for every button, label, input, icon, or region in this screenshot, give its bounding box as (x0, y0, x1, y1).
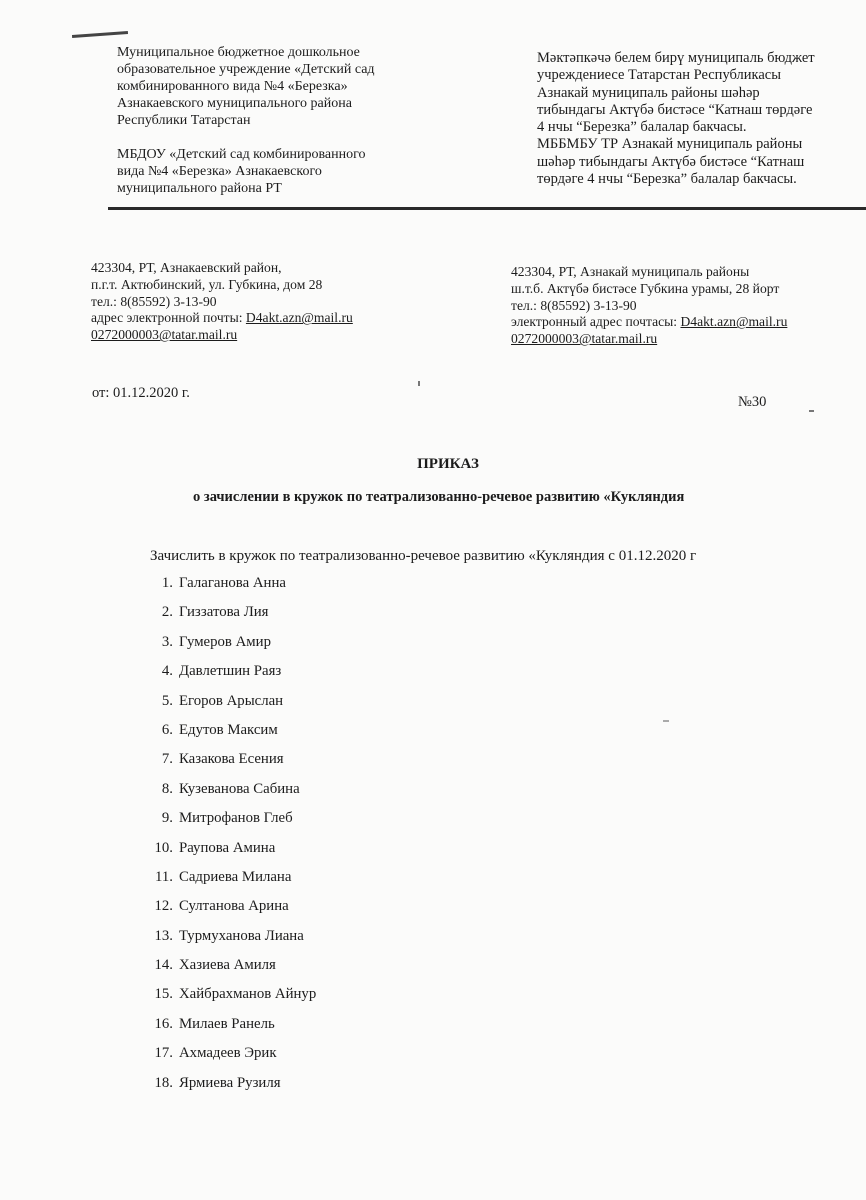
list-item-name: Хазиева Амиля (179, 957, 276, 974)
phone: тел.: 8(85592) 3-13-90 (511, 297, 637, 313)
list-item-number: 14. (154, 957, 173, 974)
header-right-line: шәһәр тибындагы Актүбә бистәсе “Катнаш (537, 153, 805, 170)
list-item (145, 749, 316, 778)
scan-speck (809, 410, 814, 412)
list-item-name: Кузеванова Сабина (179, 780, 300, 797)
phone: тел.: 8(85592) 3-13-90 (91, 293, 217, 309)
header-right-line: Мәктәпкәчә белем бирү муниципаль бюджет (537, 50, 815, 66)
order-intro: Зачислить в кружок по театрализованно-речевое развитию «Кукляндия с 01.12.2020 г (150, 548, 697, 564)
list-item (145, 896, 316, 925)
list-item-number: 13. (154, 927, 173, 944)
order-number: №30 (738, 394, 767, 410)
list-item-name: Казакова Есения (179, 751, 284, 768)
list-item-number: 17. (154, 1045, 173, 1062)
list-item-name: Милаев Ранель (179, 1015, 275, 1032)
email-link[interactable]: 0272000003@tatar.mail.ru (91, 327, 238, 343)
list-item (145, 661, 316, 690)
header-left-short-line: вида №4 «Березка» Азнакаевского (117, 164, 322, 179)
list-item (145, 867, 316, 896)
list-item-number: 10. (154, 839, 173, 856)
document-title: ПРИКАЗ (417, 456, 479, 472)
header-divider (108, 207, 866, 210)
header-left-line: Муниципальное бюджетное дошкольное (117, 45, 360, 60)
header-left-line: образовательное учреждение «Детский сад (117, 62, 375, 77)
list-item (145, 955, 316, 984)
header-right-line: Азнакай муниципаль районы шәһәр (537, 84, 760, 101)
list-item (145, 926, 316, 955)
list-item (145, 691, 316, 720)
list-item-name: Митрофанов Глеб (179, 810, 293, 827)
list-item-number: 16. (154, 1015, 173, 1032)
header-left-line: Азнакаевского муниципального района (117, 96, 352, 111)
list-item (145, 1043, 316, 1072)
list-item-number: 1. (161, 575, 173, 591)
address-line: п.г.т. Актюбинский, ул. Губкина, дом 28 (91, 276, 323, 292)
header-left-line: комбинированного вида №4 «Березка» (117, 79, 348, 94)
list-item-name: Давлетшин Раяз (179, 663, 282, 680)
list-item-number: 18. (154, 1074, 173, 1091)
list-item-number: 6. (161, 721, 173, 738)
list-item (145, 573, 316, 602)
email-row (511, 331, 866, 348)
header-left-short-line: МБДОУ «Детский сад комбинированного (117, 147, 366, 162)
header-left-russian (117, 44, 417, 197)
address-line: 423304, РТ, Азнакай муниципаль районы (511, 264, 750, 279)
list-item (145, 602, 316, 631)
list-item-number: 7. (161, 751, 173, 768)
list-item-number: 2. (161, 604, 173, 621)
list-item (145, 808, 316, 837)
scan-speck (418, 381, 420, 386)
list-item-name: Гиззатова Лия (179, 604, 269, 621)
list-item-number: 4. (161, 663, 173, 680)
list-item-name: Едутов Максим (179, 721, 278, 738)
list-item-name: Раупова Амина (179, 839, 276, 856)
email-row (91, 327, 411, 344)
header-right-line: тибындагы Актүбә бистәсе “Катнаш төрдәге (537, 101, 813, 118)
list-item-name: Султанова Арина (179, 898, 289, 915)
list-item (145, 838, 316, 867)
list-item (145, 779, 316, 808)
header-left-line: Республики Татарстан (117, 113, 251, 128)
list-item-number: 15. (154, 986, 173, 1003)
list-item-number: 3. (161, 633, 173, 650)
list-item-name: Турмуханова Лиана (179, 927, 304, 944)
list-item-number: 9. (161, 810, 173, 827)
list-item-name: Садриева Милана (179, 868, 292, 885)
list-item-number: 5. (161, 692, 173, 709)
email-link[interactable]: D4akt.azn@mail.ru (680, 314, 788, 330)
email-label: электронный адрес почтасы: (511, 314, 681, 330)
list-item-name: Ахмадеев Эрик (179, 1045, 277, 1062)
address-line: ш.т.б. Актүбә бистәсе Губкина урамы, 28 йорт (511, 280, 780, 296)
header-right-line: 4 нчы “Березка” балалар бакчасы. (537, 119, 747, 136)
address-line: 423304, РТ, Азнакаевский район, (91, 260, 282, 275)
order-date: от: 01.12.2020 г. (92, 385, 190, 401)
list-item-name: Хайбрахманов Айнур (179, 986, 317, 1003)
address-right (511, 264, 866, 348)
header-right-tatar (537, 50, 866, 188)
email-row (91, 310, 411, 327)
list-item (145, 984, 316, 1013)
email-label: адрес электронной почты: (91, 310, 246, 326)
address-left (91, 260, 411, 344)
list-item-number: 8. (161, 780, 173, 797)
list-item (145, 720, 316, 749)
scan-speck (663, 720, 669, 722)
header-left-short-line: муниципального района РТ (117, 181, 282, 196)
header-right-line: төрдәге 4 нчы “Березка” балалар бакчасы. (537, 171, 797, 188)
list-item-name: Егоров Арыслан (179, 692, 284, 709)
children-list (145, 573, 316, 1102)
scan-stroke (72, 31, 128, 38)
list-item-name: Гумеров Амир (179, 633, 271, 650)
list-item-name: Галаганова Анна (179, 575, 286, 591)
header-right-line: учреждениесе Татарстан Республикасы (537, 67, 781, 84)
document-subtitle: о зачислении в кружок по театрализованно-речевое развитию «Кукляндия (193, 489, 685, 505)
list-item (145, 1014, 316, 1043)
email-link[interactable]: 0272000003@tatar.mail.ru (511, 331, 658, 347)
list-item-number: 11. (155, 868, 173, 885)
list-item-number: 12. (154, 898, 173, 915)
list-item (145, 632, 316, 661)
email-row (511, 314, 866, 331)
email-link[interactable]: D4akt.azn@mail.ru (245, 310, 353, 326)
list-item (145, 1073, 316, 1102)
header-right-line: МББМБУ ТР Азнакай муниципаль районы (537, 136, 803, 153)
list-item-name: Ярмиева Рузиля (179, 1074, 281, 1091)
